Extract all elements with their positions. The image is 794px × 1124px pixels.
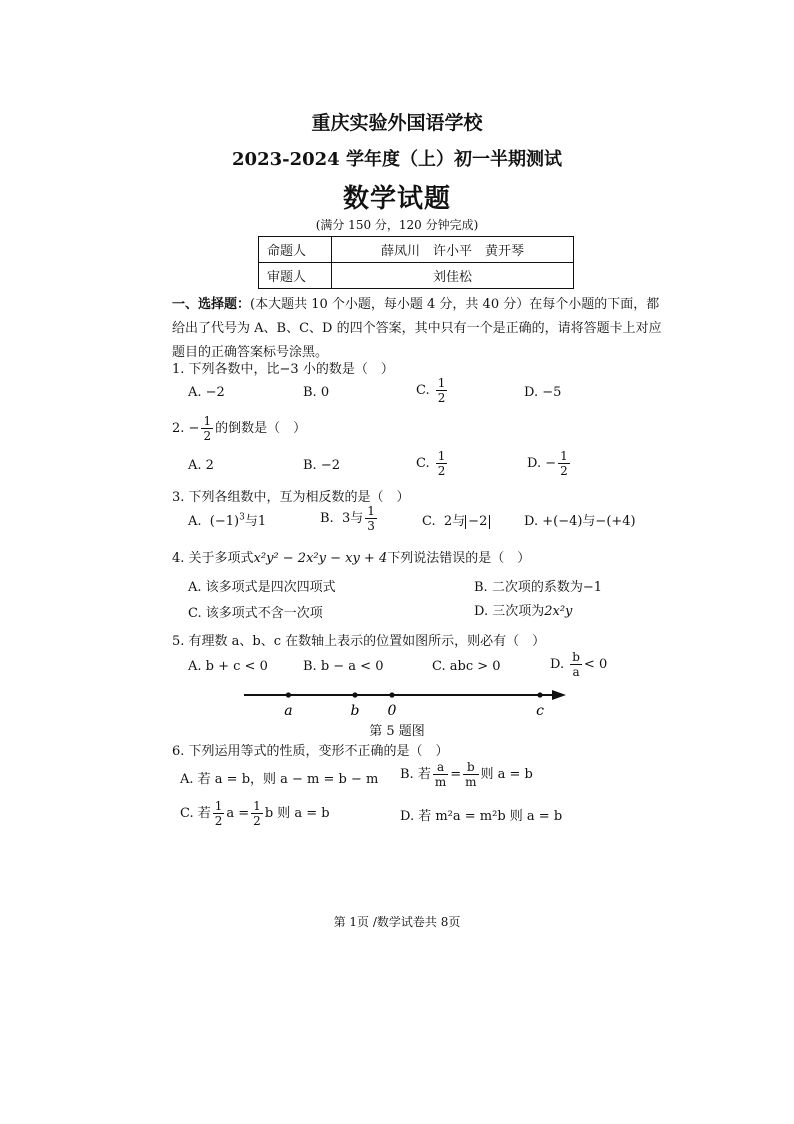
section-title: 一、选择题： bbox=[172, 297, 251, 312]
question-2-stem: 2. − $\frac{1}{2}$ 的倒数是（ ） bbox=[172, 414, 307, 443]
staff-value: 刘佳松 bbox=[332, 263, 574, 289]
fraction: $\frac{1}{2}$ bbox=[214, 799, 223, 828]
q5-option-d: D. $\frac{b}{a}$ < 0 bbox=[550, 650, 608, 679]
question-3-stem: 3. 下列各组数中，互为相反数的是（ ） bbox=[172, 490, 410, 505]
q1-option-b: B. 0 bbox=[303, 385, 330, 400]
q1-option-c bbox=[416, 376, 449, 405]
fraction: $\frac{b}{m}$ bbox=[465, 760, 477, 789]
number-line-point bbox=[286, 692, 291, 697]
number-line-figure bbox=[240, 684, 570, 724]
school-name: 重庆实验外国语学校 bbox=[311, 112, 483, 134]
number-line-label: c bbox=[536, 703, 544, 719]
q2-option-c: C. $\frac{1}{2}$ bbox=[416, 449, 446, 478]
q4-option-b: B. 二次项的系数为−1 bbox=[474, 580, 602, 595]
staff-table bbox=[258, 236, 574, 289]
number-line-label: a bbox=[284, 703, 293, 719]
question-1-stem: 1. 下列各数中，比−3 小的数是（ ） bbox=[172, 362, 394, 377]
number-line-label: 0 bbox=[387, 703, 397, 719]
q5-option-c: C. abc > 0 bbox=[432, 659, 501, 674]
q6-option-d: D. 若 m²a = m²b 则 a = b bbox=[400, 809, 563, 824]
option-label: C. bbox=[416, 383, 430, 398]
q3-option-c: C. 2与 −2 bbox=[422, 510, 490, 529]
fraction: $\frac{1}{2}$ bbox=[560, 449, 568, 478]
q3-option-b: B. 3与 $\frac{1}{3}$ bbox=[320, 504, 375, 533]
q3-option-d: D. +(−4)与−(+4) bbox=[524, 514, 636, 529]
exam-note: (满分 150 分，120 分钟完成) bbox=[315, 218, 479, 232]
number-line-point bbox=[389, 692, 394, 697]
absolute-value: −2 bbox=[465, 515, 490, 529]
q1-option-d: D. −5 bbox=[524, 385, 562, 400]
q1-option-a: A. −2 bbox=[188, 385, 225, 400]
q4-option-c: C. 该多项式不含一次项 bbox=[188, 606, 323, 621]
number-line-point bbox=[352, 692, 357, 697]
staff-label: 命题人 bbox=[259, 237, 332, 263]
q5-option-b: B. b − a < 0 bbox=[303, 659, 384, 674]
fraction: $\frac{1}{2}$ bbox=[203, 414, 212, 443]
question-5-stem: 5. 有理数 a、b、c 在数轴上表示的位置如图所示，则必有（ ） bbox=[172, 634, 546, 649]
question-4-stem: 4. 关于多项式x²y² − 2x²y − xy + 4下列说法错误的是（ ） bbox=[172, 551, 531, 566]
exam-term: 2023-2024 学年度（上）初一半期测试 bbox=[232, 149, 562, 170]
number-line-label: b bbox=[350, 703, 360, 719]
page-title: 数学试题 bbox=[342, 184, 451, 214]
fraction: $\frac{a}{m}$ bbox=[434, 760, 447, 789]
q4-option-d: D. 三次项为2x²y bbox=[474, 604, 573, 619]
staff-label: 审题人 bbox=[259, 263, 332, 289]
fraction: $\frac{b}{a}$ bbox=[572, 650, 580, 679]
q2-option-a: A. 2 bbox=[188, 458, 214, 473]
fraction: $\frac{1}{2}$ bbox=[253, 799, 261, 828]
q2-option-d: D. − $\frac{1}{2}$ bbox=[527, 449, 568, 478]
staff-value: 薛凤川 许小平 黄开琴 bbox=[332, 237, 574, 263]
q3-option-a: A. $(-1)^3$与1 bbox=[188, 512, 267, 529]
fraction: $\frac{1}{3}$ bbox=[367, 504, 375, 533]
question-6-stem: 6. 下列运用等式的性质，变形不正确的是（ ） bbox=[172, 744, 449, 759]
table-row bbox=[259, 263, 574, 289]
section-intro bbox=[172, 293, 672, 365]
polynomial: x²y² − 2x²y − xy + 4 bbox=[253, 551, 388, 566]
fraction: $\frac{1}{2}$ bbox=[437, 449, 446, 478]
section-text: (本大题共 10 个小题，每小题 4 分，共 40 分）在每个小题的下面，都给出了代号为 A、B、C、D 的四个答案，其中只有一个是正确的，请将答题卡上对应题目的正确答案标号涂黑。 bbox=[172, 297, 662, 360]
q6-option-c: C. 若 $\frac{1}{2}$ a = $\frac{1}{2}$ b 则 a = b bbox=[180, 799, 330, 828]
page-footer: 第 1页 /数学试卷共 8页 bbox=[333, 915, 461, 929]
q4-option-a: A. 该多项式是四次四项式 bbox=[188, 580, 336, 595]
table-row bbox=[259, 237, 574, 263]
arrow-icon bbox=[552, 690, 566, 700]
figure-caption: 第 5 题图 bbox=[369, 724, 425, 739]
q5-option-a: A. b + c < 0 bbox=[188, 659, 268, 674]
number-line-point bbox=[537, 692, 542, 697]
q2-option-b: B. −2 bbox=[303, 458, 340, 473]
fraction: $\frac{1}{2}$ bbox=[437, 376, 446, 405]
q6-option-a: A. 若 a = b，则 a − m = b − m bbox=[180, 772, 379, 787]
q6-option-b: B. 若 $\frac{a}{m}$ = $\frac{b}{m}$ 则 a = b bbox=[400, 760, 533, 789]
